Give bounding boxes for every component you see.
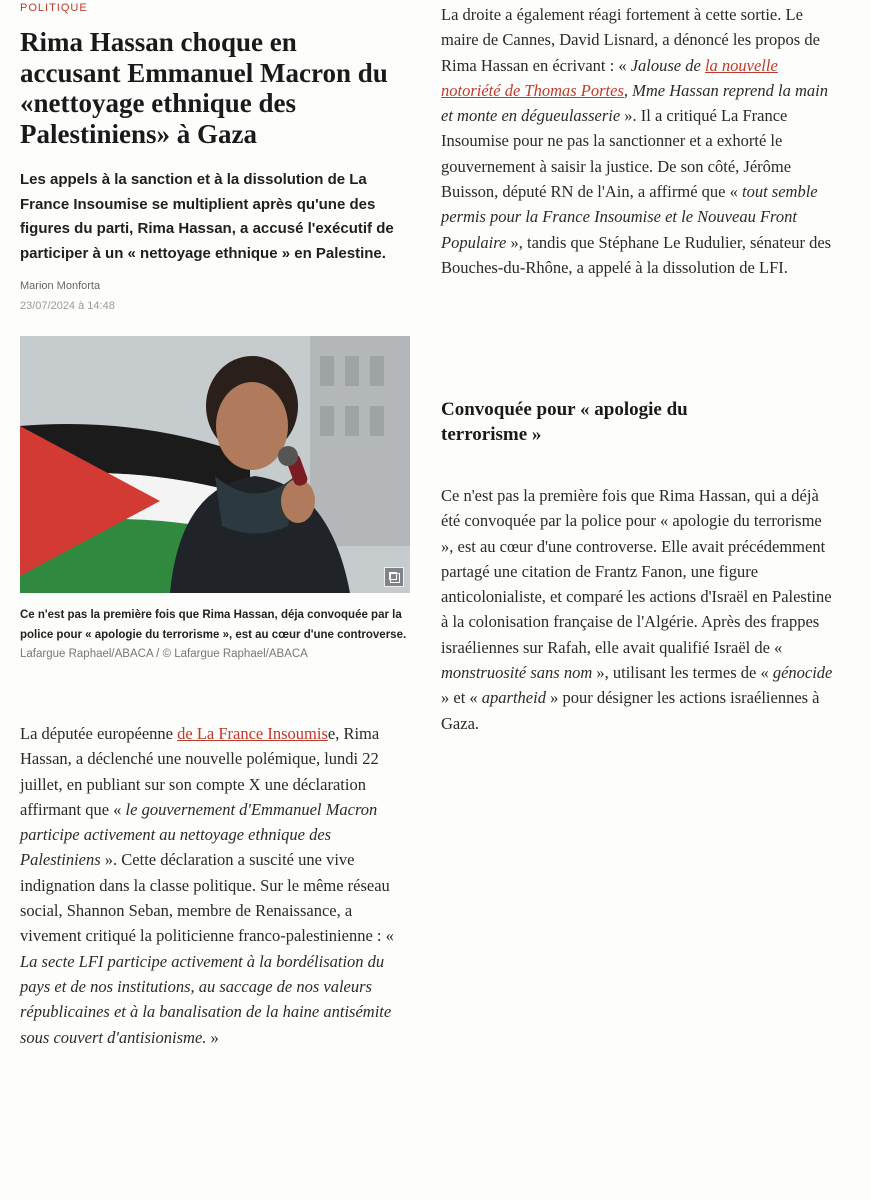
text-run: e, Rima Hassan, a déclenché une nouvelle polémique, lundi 22 juillet, en publiant sur son compte X une déclaration affirmant que «: [20, 724, 380, 819]
article-title: Rima Hassan choque en accusant Emmanuel Macron du «nettoyage ethnique des Palestiniens» à Gaza: [20, 27, 388, 149]
text-run: La députée européenne: [20, 724, 178, 743]
article-date: 23/07/2024 à 14:48: [20, 300, 115, 312]
text-run: ». Il a critiqué La France Insoumise pour ne pas la sanctionner et a exhorté le gouvernement à saisir la justice. De son côté, Jérôme Buisson, député RN de l'Ain, a affirmé que «: [441, 106, 792, 202]
quote-seban: La secte LFI participe activement à la bordélisation du pays et de nos institutions, au saccage de nos valeurs républicaines et à la banalisation de la haine antisémite sous couvert d'antisionisme.: [20, 951, 392, 1047]
expand-photo-icon[interactable]: [384, 567, 404, 587]
quote-lisnard: , Mme Hassan reprend la main et monte en dégueulasserie: [441, 80, 828, 126]
lfi-link[interactable]: de La France Insoumis: [177, 724, 328, 743]
caption-text: Ce n'est pas la première fois que Rima Hassan, déja convoquée par la police pour « apologie du terrorisme », est au cœur d'une controverse.: [20, 609, 407, 641]
quote-apartheid: apartheid: [481, 688, 546, 708]
section-subheading: Convoquée pour « apologie du terrorisme »: [441, 399, 688, 445]
quote-lisnard: Jalouse de: [630, 55, 705, 75]
text-run: » pour désigner les actions israéliennes à Gaza.: [441, 688, 820, 733]
caption-credit: Lafargue Raphael/ABACA / © Lafargue Raphael/ABACA: [20, 648, 308, 660]
text-run: »: [206, 1027, 219, 1047]
text-run: ». Cette déclaration a suscité une vive indignation dans la classe politique. Sur le même réseau social, Shannon Seban, membre de Renaissance, a vivement critiqué la politicienne franco-palestinienne : «: [20, 850, 394, 946]
article-photo[interactable]: [20, 336, 410, 593]
article-author[interactable]: Marion Monforta: [20, 280, 101, 292]
quote-monstruosite: monstruosité sans nom: [441, 663, 593, 683]
text-run: » et «: [441, 688, 482, 708]
body-paragraph-3: [441, 483, 833, 736]
quote-genocide: génocide: [772, 663, 833, 683]
portes-link[interactable]: la nouvelle notoriété de Thomas Portes: [441, 55, 778, 100]
body-paragraph-2: [441, 2, 833, 280]
quote-macron: le gouvernement d'Emmanuel Macron participe activement au nettoyage ethnique des Palestiniens: [20, 799, 378, 870]
text-run: Ce n'est pas la première fois que Rima Hassan, qui a déjà été convoquée par la police pour « apologie du terrorisme », est au cœur d'une controverse. Elle avait précédemment partagé une citation de Frantz Fanon, une figure anticolonialiste, et comparé les actions d'Israël en Palestine à la colonisation française de l'Algérie. Après des frappes israéliennes sur Rafah, elle avait qualifié Israël de «: [441, 486, 832, 657]
photo-illustration: [20, 336, 410, 593]
quote-buisson: tout semble permis pour la France Insoumise et le Nouveau Front Populaire: [441, 182, 818, 252]
text-run: La droite a également réagi fortement à cette sortie. Le maire de Cannes, David Lisnard, a dénoncé les propos de Rima Hassan en écrivant : «: [441, 5, 820, 75]
text-run: », tandis que Stéphane Le Rudulier, sénateur des Bouches-du-Rhône, a appelé à la dissolution de LFI.: [441, 232, 832, 277]
article-lead: Les appels à la sanction et à la dissolution de La France Insoumise se multiplient après qu'une des figures du parti, Rima Hassan, a accusé l'exécutif de participer à un « nettoyage ethnique » en Palestine.: [20, 171, 394, 262]
section-label[interactable]: POLITIQUE: [20, 2, 88, 14]
body-paragraph-1: [20, 721, 415, 1050]
text-run: », utilisant les termes de «: [592, 663, 773, 683]
photo-caption: [20, 606, 410, 665]
